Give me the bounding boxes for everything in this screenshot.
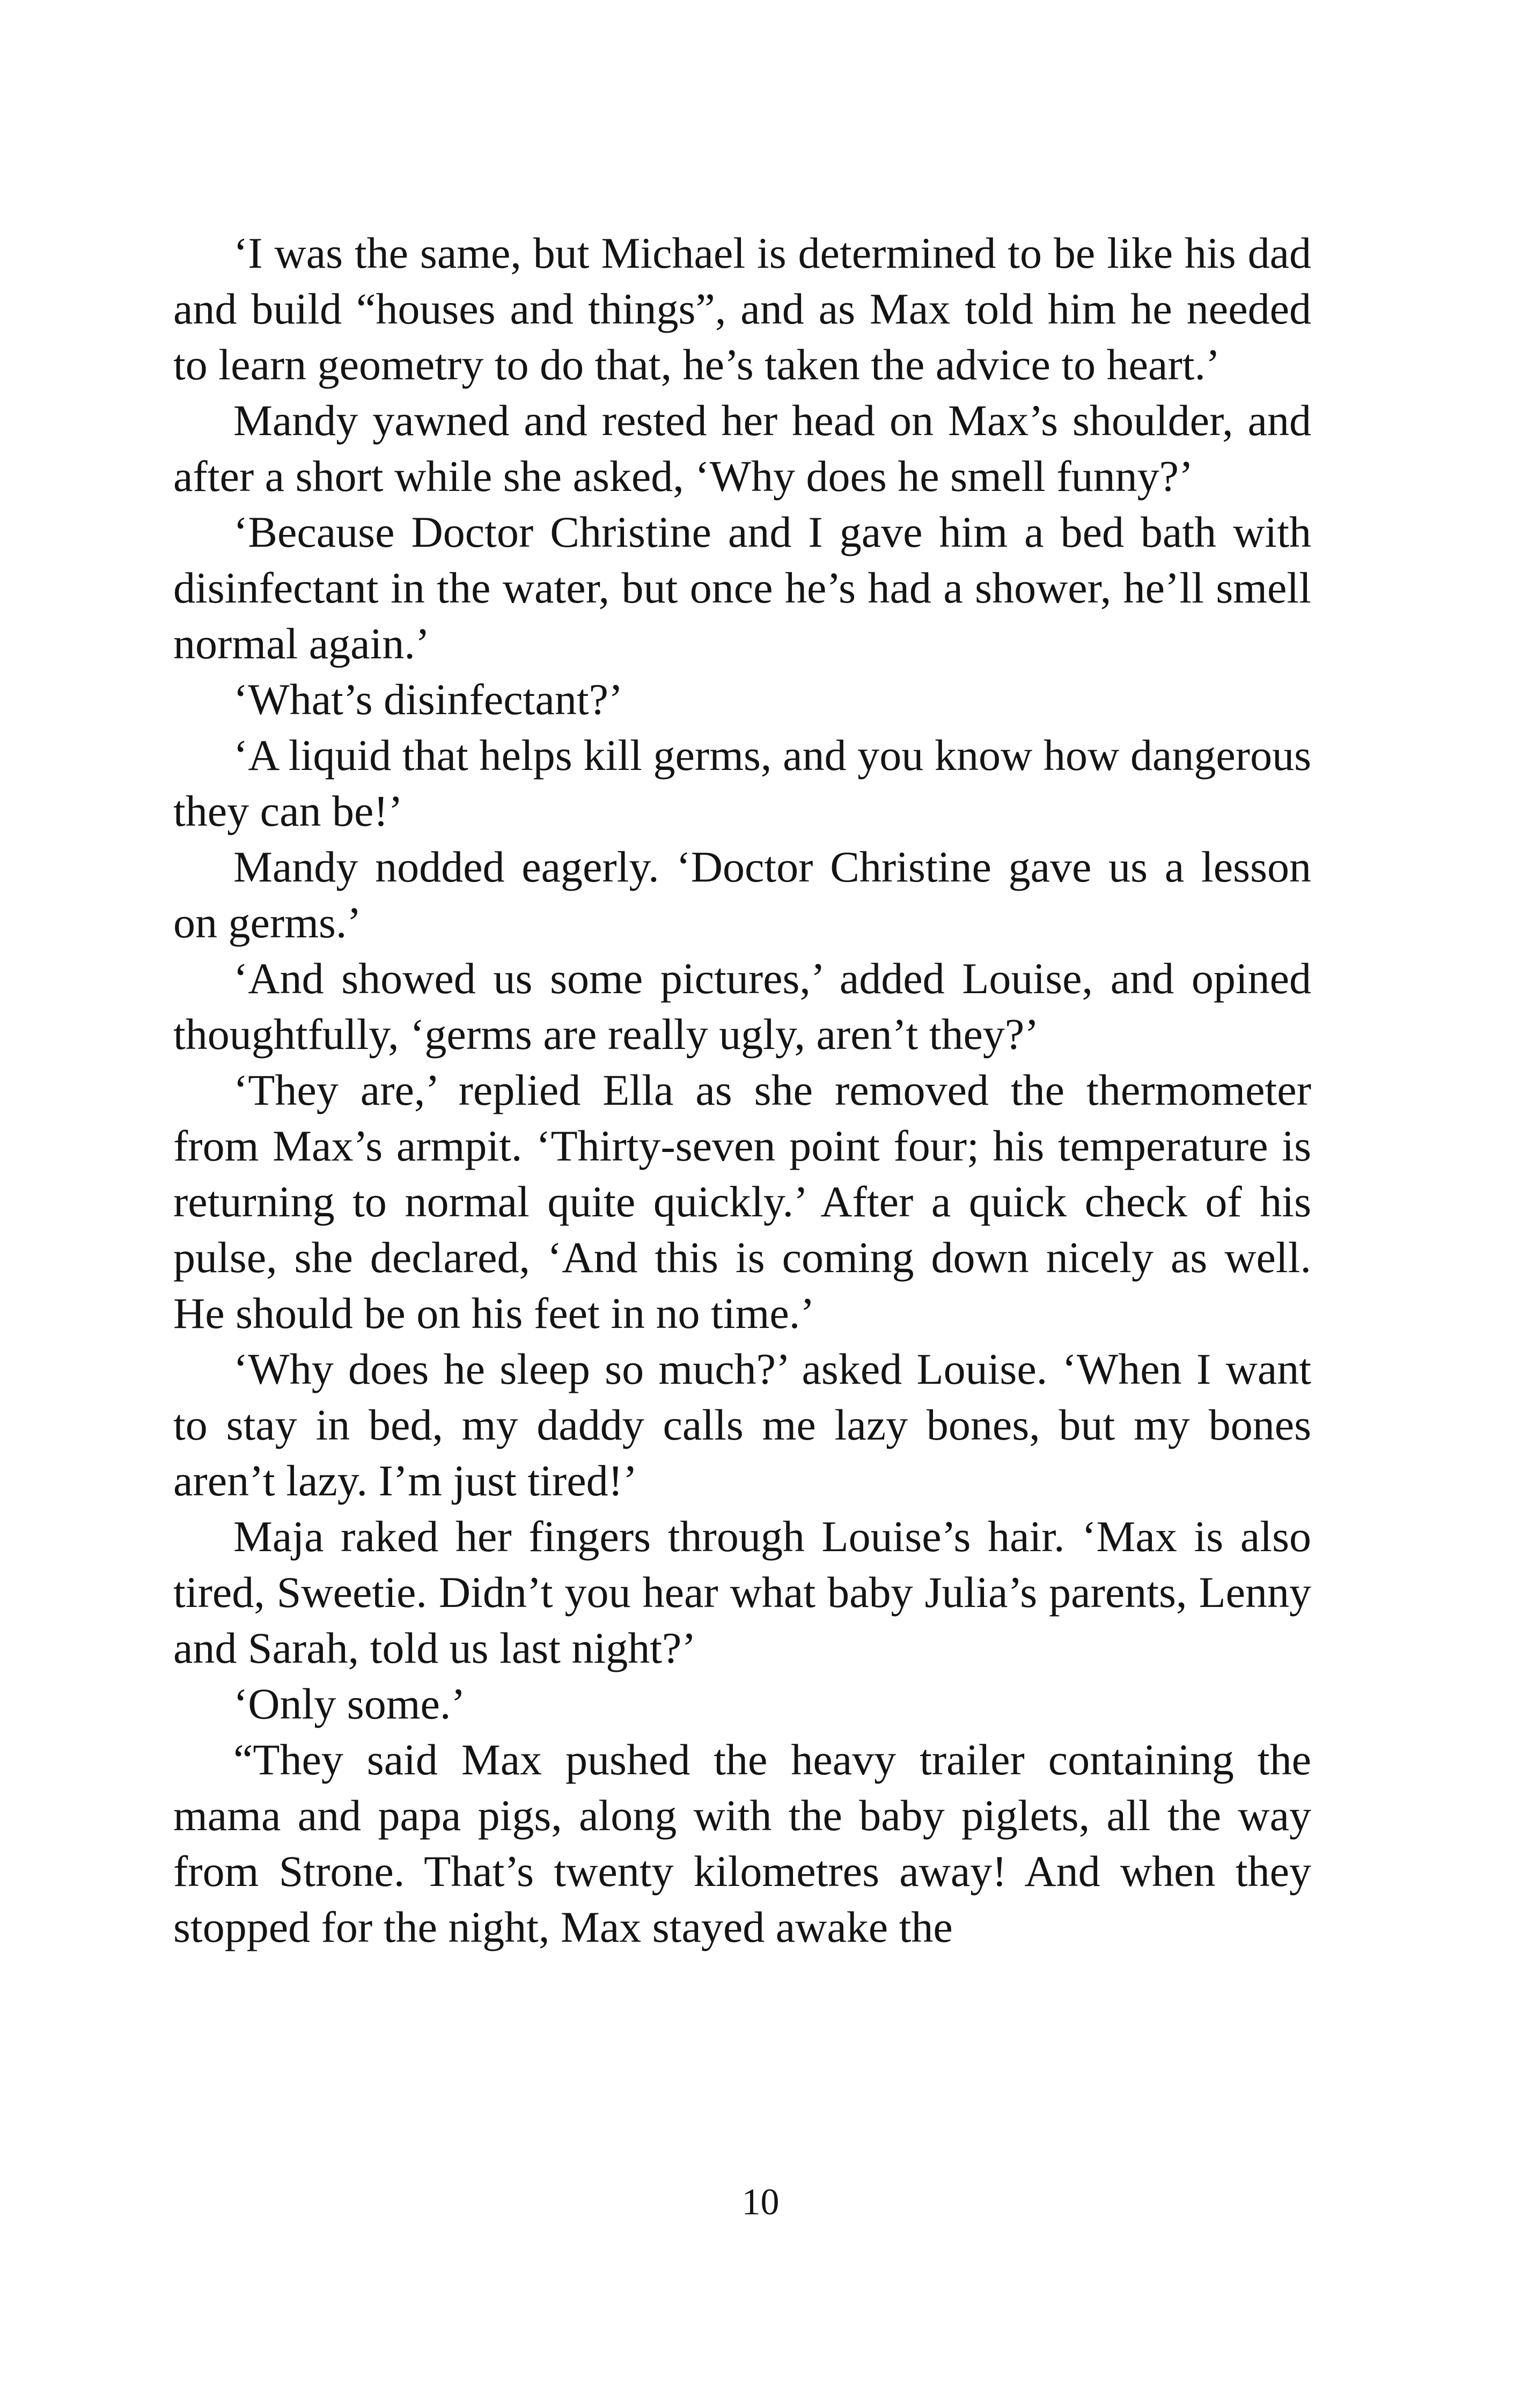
body-text xyxy=(173,225,1311,1955)
paragraph: “They said Max pushed the heavy trailer containing the mama and papa pigs, along with the baby piglets, all the way from Strone. That’s twenty kilometres away! And when they stopped for the night, Max stayed awake the xyxy=(173,1735,1311,1951)
paragraph: Maja raked her fingers through Louise’s hair. ‘Max is also tired, Sweetie. Didn’t you hear what baby Julia’s parents, Lenny and Sarah, told us last night?’ xyxy=(173,1512,1311,1672)
paragraph: ‘And showed us some pictures,’ added Louise, and opined thoughtfully, ‘germs are really ugly, aren’t they?’ xyxy=(173,954,1311,1059)
page-number: 10 xyxy=(741,2182,780,2223)
paragraph: ‘Only some.’ xyxy=(233,1679,466,1728)
paragraph: ‘Why does he sleep so much?’ asked Louise. ‘When I want to stay in bed, my daddy calls me lazy bones, but my bones aren’t lazy. I’m just tired!’ xyxy=(173,1345,1311,1505)
paragraph: ‘They are,’ replied Ella as she removed the thermometer from Max’s armpit. ‘Thirty-seven point four; his temperature is returning to normal quite quickly.’ After a quick check of his pulse, she declared, ‘And this is coming down nicely as well. He should be on his feet in no time.’ xyxy=(173,1066,1311,1338)
paragraph: ‘A liquid that helps kill germs, and you know how dangerous they can be!’ xyxy=(173,731,1311,835)
paragraph: Mandy nodded eagerly. ‘Doctor Christine gave us a lesson on germs.’ xyxy=(173,842,1311,947)
paragraph: ‘Because Doctor Christine and I gave him a bed bath with disinfectant in the water, but once he’s had a shower, he’ll smell normal again.’ xyxy=(173,508,1311,668)
paragraph: ‘I was the same, but Michael is determined to be like his dad and build “houses and things”, and as Max told him he needed to learn geometry to do that, he’s taken the advice to heart.’ xyxy=(173,229,1311,389)
paragraph: Mandy yawned and rested her head on Max’s shoulder, and after a short while she asked, ‘Why does he smell funny?’ xyxy=(173,396,1311,501)
paragraph: ‘What’s disinfectant?’ xyxy=(233,675,623,724)
